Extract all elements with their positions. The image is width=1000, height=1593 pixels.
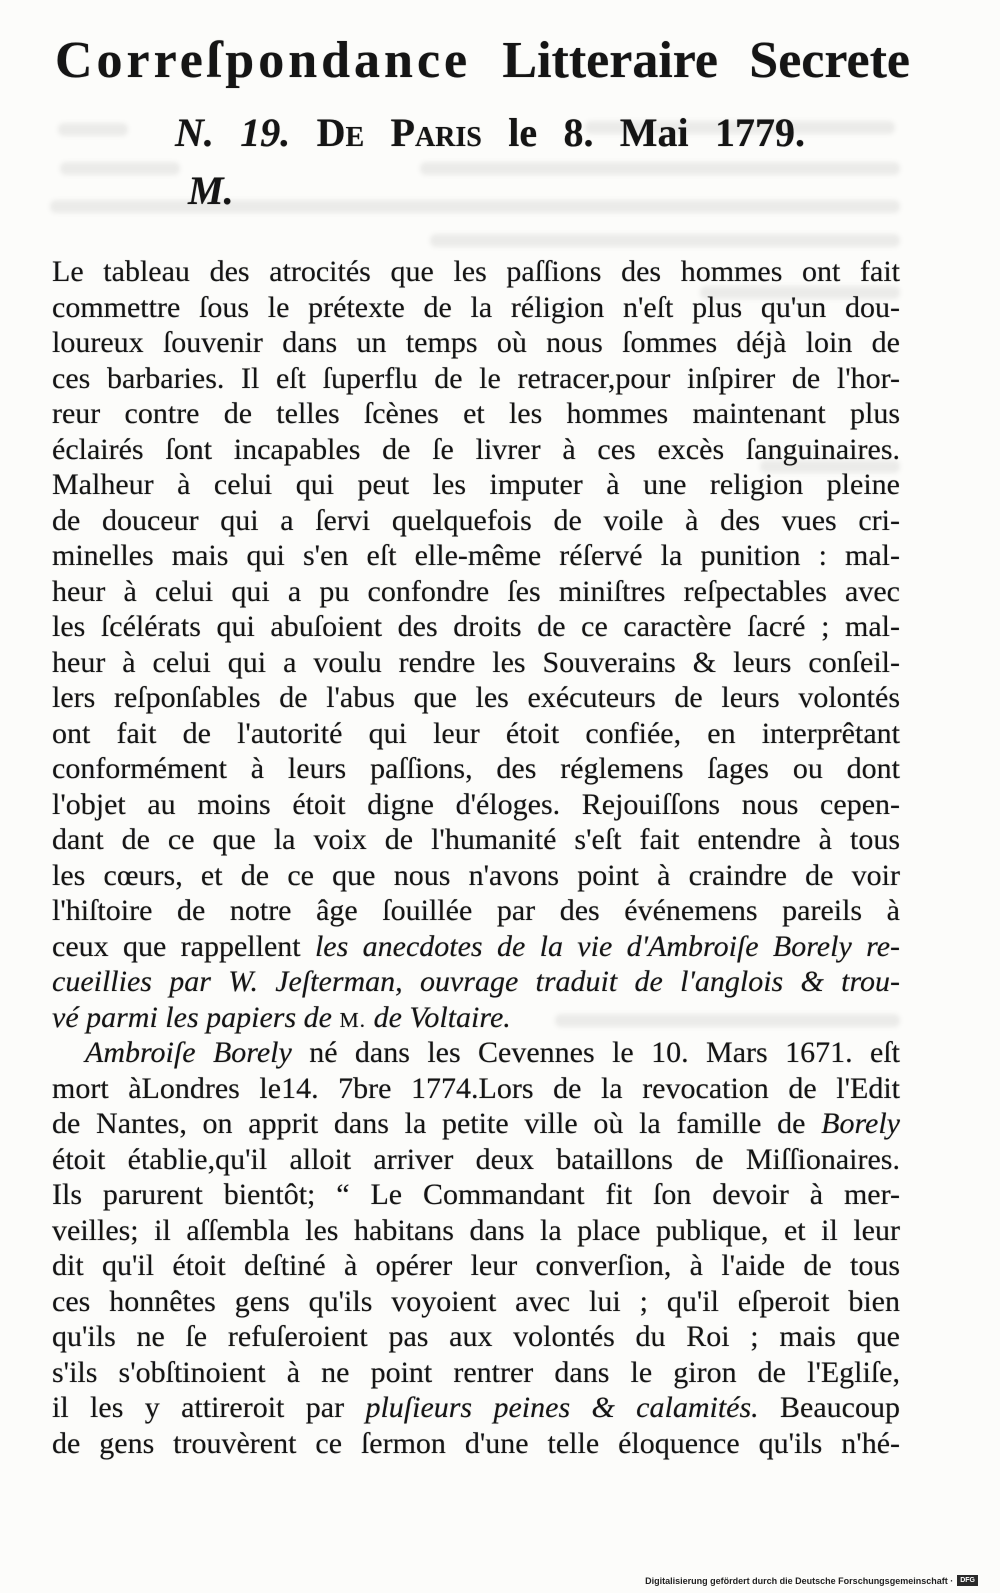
body-line: Ils parurent bientôt; “ Le Commandant fit ſon devoir à mer- — [52, 1178, 900, 1211]
italic-book-title: les anecdotes de la vie d'Ambroiſe Borely re- — [314, 929, 900, 963]
bleed-through-mark — [58, 123, 128, 136]
bleed-through-mark — [420, 162, 900, 175]
body-line: mort àLondres le14. 7bre 1774.Lors de la revocation de l'Edit — [52, 1071, 900, 1105]
italic-text-segment: vé parmi les papiers de — [52, 1000, 340, 1034]
issue-number: N. 19. — [175, 110, 291, 155]
page-title — [55, 26, 910, 96]
body-line: l'objet au moins étoit digne d'éloges. Rejouiſſons nous cepen- — [52, 787, 900, 821]
body-text-segment: de Nantes, on apprit dans la petite ville où la famille de — [52, 1107, 822, 1140]
body-line: loureux ſouvenir dans un temps où nous ſommes déjà loin de — [52, 326, 900, 359]
body-line: dit qu'il étoit deſtiné à opérer leur converſion, à l'aide de tous — [52, 1249, 900, 1282]
italic-name: Borely — [821, 1107, 900, 1140]
salutation: M. — [188, 168, 234, 213]
italic-text-segment: de Voltaire. — [366, 1000, 511, 1034]
body-line: éclairés ſont incapables de ſe livrer à ces excès ſanguinaires. — [52, 432, 900, 466]
body-line: heur à celui qui a voulu rendre les Souverains & leurs conſeil- — [52, 645, 900, 679]
body-line: étoit établie,qu'il alloit arriver deux bataillons de Miſſionaires. — [52, 1142, 900, 1176]
body-line: reur contre de telles ſcènes et les hommes maintenant plus — [52, 397, 900, 430]
bleed-through-mark — [430, 234, 900, 247]
dfg-logo: DFG — [957, 1575, 978, 1586]
body-line: les cœurs, et de ce que nous n'avons point à craindre de voir — [52, 858, 900, 892]
small-caps-text: M. — [339, 1007, 367, 1032]
body-line: s'ils s'obſtinoient à ne point rentrer dans le giron de l'Egliſe, — [52, 1355, 900, 1389]
body-line: lers reſponſables de l'abus que les exécuteurs de leurs volontés — [52, 681, 900, 714]
body-line: ces barbaries. Il eſt ſuperflu de le retracer,pour inſpirer de l'hor- — [52, 361, 900, 395]
body-line: minelles mais qui s'en eſt elle-même réſervé la punition : mal- — [52, 539, 900, 572]
bleed-through-mark — [50, 200, 900, 213]
dateline-place: De Paris — [316, 110, 482, 155]
body-line: commettre ſous le prétexte de la réligion n'eſt plus qu'un dou- — [52, 290, 900, 324]
credit-text: Digitalisierung gefördert durch die Deutsche Forschungsgemeinschaft · — [645, 1575, 954, 1586]
body-line-italic: cueillies par W. Jeſterman, ouvrage traduit de l'anglois & trou- — [52, 965, 900, 998]
body-line — [52, 1390, 900, 1426]
body-line: dant de ce que la voix de l'humanité s'eſt fait entendre à tous — [52, 823, 900, 856]
body-line: de gens trouvèrent ce ſermon d'une telle éloquence qu'ils n'hé- — [52, 1426, 900, 1460]
body-line: l'hiſtoire de notre âge ſouillée par des événemens pareils à — [52, 894, 900, 927]
body-line: Le tableau des atrocités que les paſſions des hommes ont fait — [52, 255, 900, 288]
italic-text-segment: pluſieurs peines & calamités. — [365, 1391, 759, 1424]
article-body — [52, 254, 900, 1461]
body-line: conformément à leurs paſſions, des réglemens ſages ou dont — [52, 752, 900, 785]
body-line: veilles; il aſſembla les habitans dans la place publique, et il leur — [52, 1213, 900, 1247]
body-line — [52, 1106, 900, 1142]
body-line: ont fait de l'autorité qui leur étoit confiée, en interprêtant — [52, 716, 900, 750]
digitization-credit — [645, 1575, 978, 1586]
title-first-word: Correſpondance — [55, 32, 472, 89]
italic-name: Ambroiſe Borely — [85, 1036, 292, 1069]
body-line: Malheur à celui qui peut les imputer à une religion pleine — [52, 468, 900, 501]
body-text-segment: né dans les Cevennes le 10. Mars 1671. eſt — [291, 1036, 900, 1069]
body-line: de douceur qui a ſervi quelquefois de voile à des vues cri- — [52, 503, 900, 537]
body-line — [52, 1035, 900, 1071]
body-text-segment: Beaucoup — [758, 1391, 900, 1424]
body-text-segment: ceux que rappellent — [52, 929, 315, 963]
body-line: ces honnêtes gens qu'ils voyoient avec lui ; qu'il eſperoit bien — [52, 1284, 900, 1318]
body-line — [52, 929, 900, 965]
body-line: qu'ils ne ſe refuſeroient pas aux volontés du Roi ; mais que — [52, 1320, 900, 1353]
dateline-date: le 8. Mai 1779. — [508, 110, 806, 155]
body-line — [52, 1000, 900, 1036]
body-line: les ſcélérats qui abuſoient des droits de ce caractère ſacré ; mal- — [52, 610, 900, 643]
body-line: heur à celui qui a pu confondre ſes miniſtres reſpectables avec — [52, 574, 900, 608]
dateline — [175, 108, 805, 158]
body-text-segment: il les y attireroit par — [52, 1391, 366, 1424]
bleed-through-mark — [60, 162, 180, 175]
title-rest: Litteraire Secrete — [502, 32, 910, 89]
